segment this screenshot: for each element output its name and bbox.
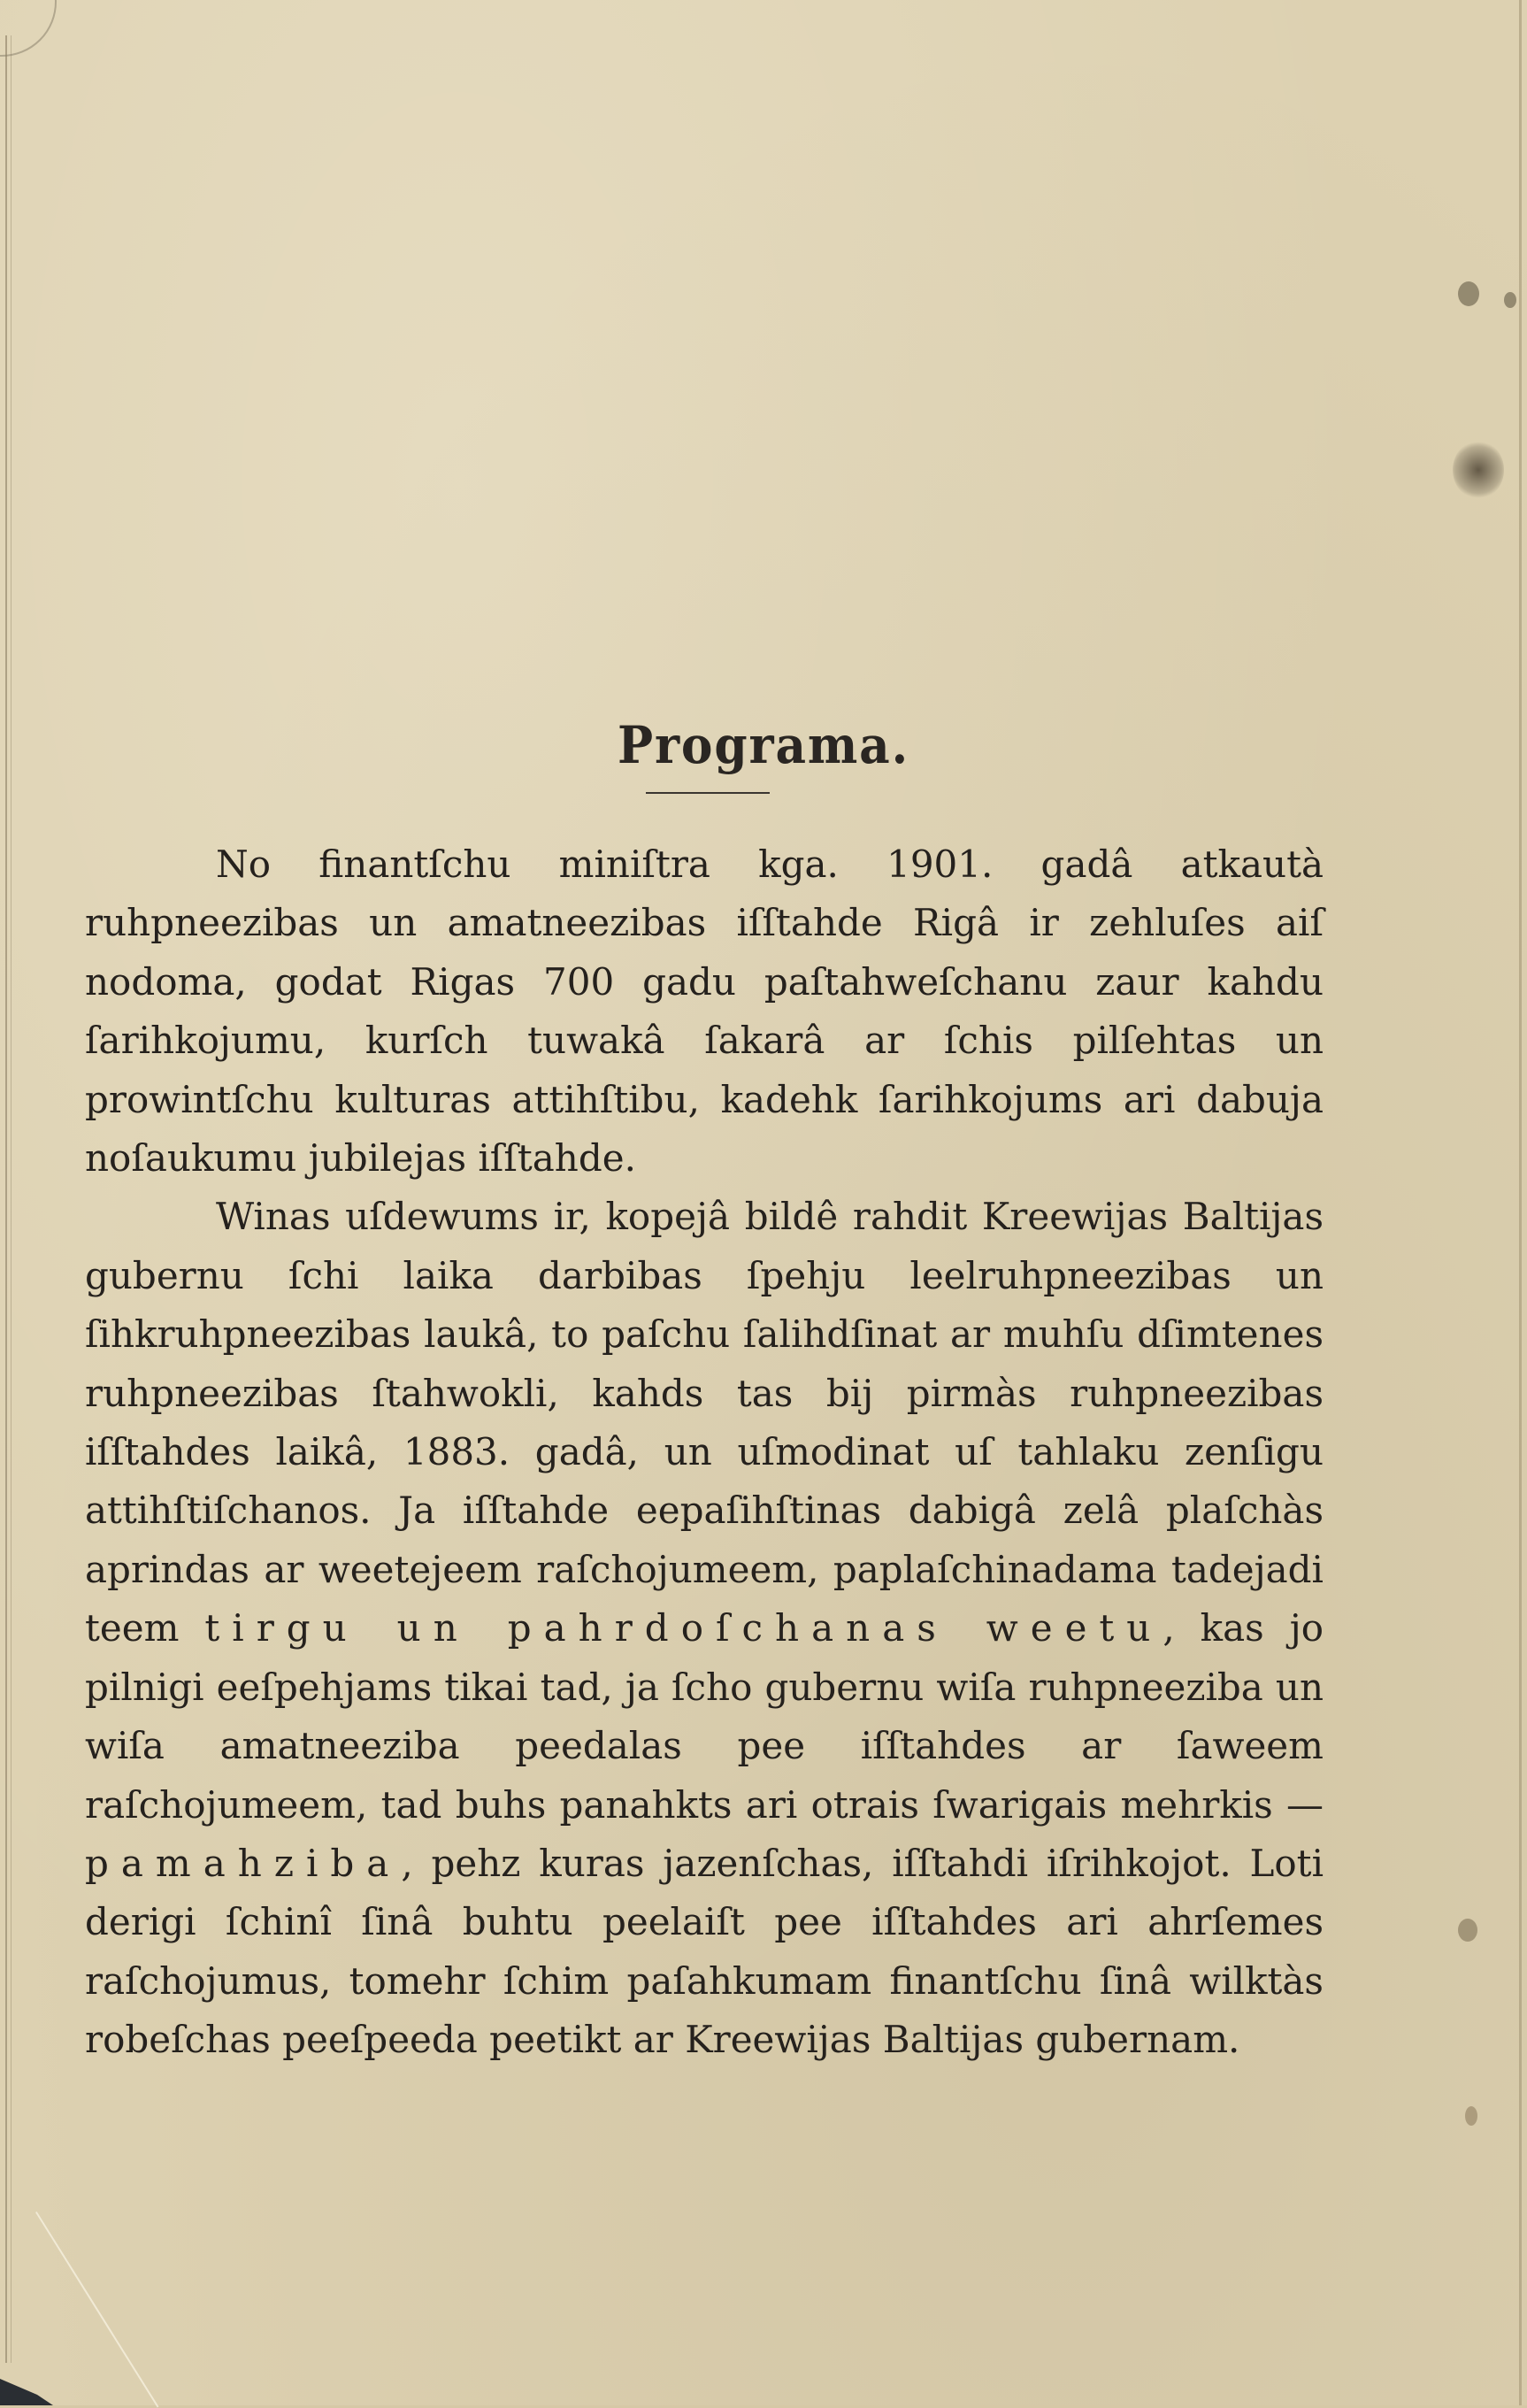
page-left-edge-inner [11,35,12,2363]
ink-stain [1504,292,1516,308]
page-right-edge [1519,0,1522,2405]
page-title: Programa. [617,715,909,775]
emphasized-text: pamahziba [85,1841,402,1885]
paper-crease [35,2212,158,2408]
body-text [85,835,1324,2070]
ink-stain [1458,281,1479,306]
paragraph-text: , pehz kuras jazenſchas, iſſtahdi iſrihkojot. Loti derigi ſchinî ſinâ buhtu peelaiſt pee iſſtahdes ari ahrſemes raſchojumus, tomehr ſchim paſahkumam finantſchu ſinâ wilktàs robeſchas peeſpeeda peetikt ar Kreewijas Baltijas gubernam. [85,1841,1324,2062]
page-corner-shadow [0,2379,53,2405]
page-left-edge [5,35,7,2363]
emphasized-text: tirgu un pahrdoſchanas weetu [204,1606,1163,1650]
ink-stain [1458,1919,1477,1942]
paragraph-text: No finantſchu miniſtra kga. 1901. gadâ atkautà ruhpneezibas un amatneezibas iſſtahde Rigâ ir zehluſes aiſ nodoma, godat Rigas 700 gadu paſtahweſchanu zaur kahdu ſarihkojumu, kurſch tuwakâ ſakarâ ar ſchis pilſehtas un prowintſchu kulturas attihſtibu, kadehk ſarihkojums ari dabuja noſaukumu jubilejas iſſtahde. [85,842,1324,1181]
ink-stain [1465,2106,1477,2126]
paragraph-text: Winas uſdewums ir, kopejâ bildê rahdit Kreewijas Baltijas gubernu ſchi laika darbibas ſpehju leelruhpneezibas un ſihkruhpneezibas laukâ, to paſchu ſalihdſinat ar muhſu dſimtenes ruhpneezibas ſtahwokli, kahds tas bij pirmàs ruhpneezibas iſſtahdes laikâ, 1883. gadâ, un uſmodinat uſ tahlaku zenſigu attihſtiſchanos. Ja iſſtahde eepaſihſtinas dabigâ zelâ plaſchàs aprindas ar weetejeem raſchojumeem, paplaſchinadama tadejadi teem [85,1195,1324,1650]
paragraph [85,835,1324,1188]
paragraph-text: , kas jo pilnigi eeſpehjams tikai tad, ja ſcho gubernu wiſa ruhpneeziba un wiſa amatneeziba peedalas pee iſſtahdes ar ſaweem raſchojumeem, tad buhs panahkts ari otrais ſwarigais mehrkis — [85,1606,1324,1827]
ink-stain [1453,441,1504,499]
paragraph [85,1188,1324,2069]
page-corner-curl [0,0,57,57]
title-divider [646,792,770,794]
